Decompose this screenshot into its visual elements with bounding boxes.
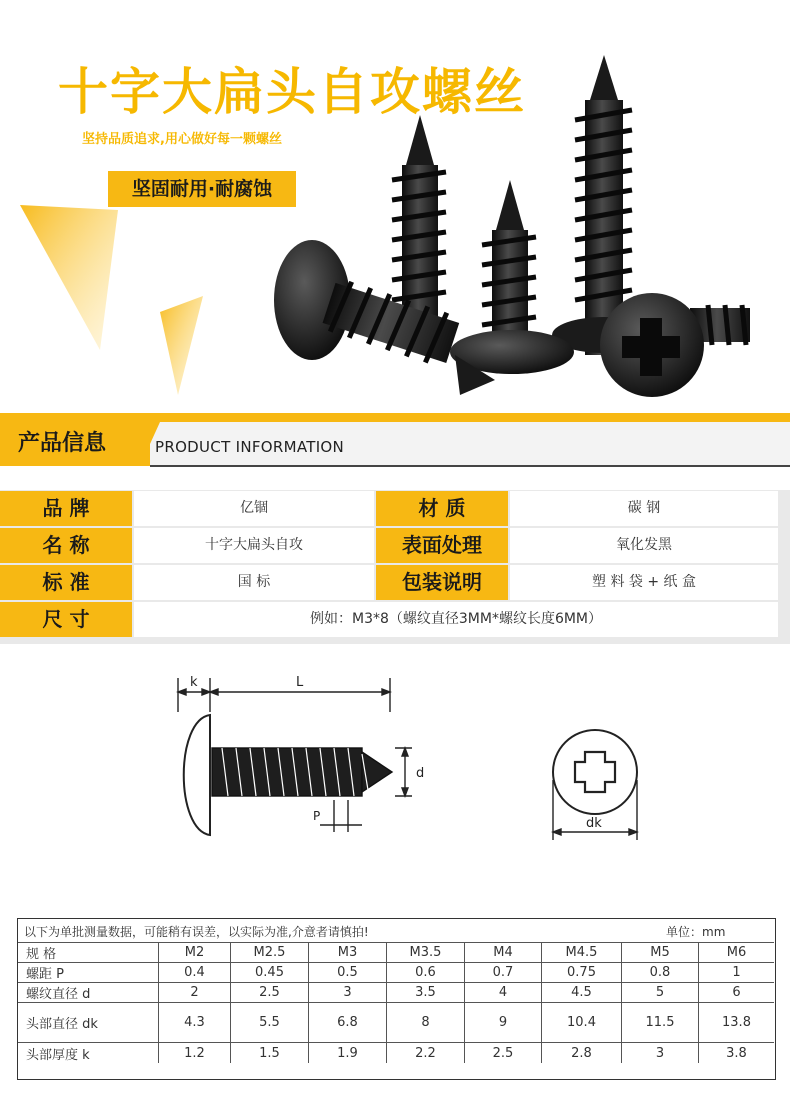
side-view-diagram: [178, 678, 412, 835]
decor-triangle-left: [20, 205, 118, 350]
spec-cell: 0.5: [308, 963, 386, 982]
spec-note-row: [18, 919, 774, 943]
dim-label-L: L: [296, 675, 304, 690]
spec-cell: 4.3: [158, 1003, 230, 1042]
spec-cell: 5: [621, 983, 698, 1002]
spec-cell: 5.5: [230, 1003, 308, 1042]
spec-row-head-diameter: [18, 1003, 774, 1043]
info-key-surface: 表面处理: [376, 528, 508, 563]
info-row-size: [0, 601, 790, 637]
spec-cell: M4.5: [541, 943, 621, 962]
spec-note: 以下为单批测量数据，可能稍有误差，以实际为准,介意者请慎拍!: [24, 925, 369, 939]
dim-label-dk: dk: [586, 816, 602, 831]
spec-cell: 9: [464, 1003, 541, 1042]
spec-cell: 6: [698, 983, 774, 1002]
spec-cell: M6: [698, 943, 774, 962]
decor-triangle-small: [160, 296, 203, 395]
spec-cell: 3.8: [698, 1043, 774, 1063]
spec-cell: 11.5: [621, 1003, 698, 1042]
screw-head-icon: [600, 293, 750, 397]
spec-cell: M3.5: [386, 943, 464, 962]
info-value-standard: 国 标: [134, 565, 374, 600]
spec-cell: 8: [386, 1003, 464, 1042]
spec-cell: 4.5: [541, 983, 621, 1002]
info-value-packing: 塑 料 袋 + 纸 盒: [510, 565, 778, 600]
spec-cell: 1.2: [158, 1043, 230, 1063]
info-key-brand: 品 牌: [0, 491, 132, 526]
spec-cell: M5: [621, 943, 698, 962]
spec-cell: 10.4: [541, 1003, 621, 1042]
spec-row-label: 头部厚度 k: [26, 1047, 90, 1063]
spec-cell: 2.2: [386, 1043, 464, 1063]
hero-badge: 坚固耐用·耐腐蚀: [108, 171, 296, 207]
spec-cell: 6.8: [308, 1003, 386, 1042]
spec-row-thread-diameter: [18, 983, 774, 1003]
spec-cell: 4: [464, 983, 541, 1002]
spec-cell: 0.8: [621, 963, 698, 982]
spec-cell: 13.8: [698, 1003, 774, 1042]
banner-accent-bar: [0, 413, 790, 422]
dim-label-d: d: [416, 766, 425, 781]
spec-unit: 单位：mm: [666, 925, 726, 939]
spec-cell: 1: [698, 963, 774, 982]
spec-cell: M2: [158, 943, 230, 962]
info-value-size: 例如：M3*8（螺纹直径3MM*螺纹长度6MM）: [134, 602, 778, 637]
screw-short-icon: [450, 180, 574, 374]
spec-row-head-thickness: [18, 1043, 774, 1063]
spec-cell: 3: [621, 1043, 698, 1063]
spec-cell: M4: [464, 943, 541, 962]
info-value-surface: 氧化发黑: [510, 528, 778, 563]
product-info-table: [0, 490, 790, 644]
info-key-name: 名 称: [0, 528, 132, 563]
screw-lying-icon: [274, 240, 495, 395]
spec-row-label: 螺距 P: [26, 967, 64, 982]
spec-cell: 1.5: [230, 1043, 308, 1063]
spec-cell: 0.75: [541, 963, 621, 982]
spec-cell: M3: [308, 943, 386, 962]
info-key-material: 材 质: [376, 491, 508, 526]
spec-cell: M2.5: [230, 943, 308, 962]
spec-cell: 2.5: [464, 1043, 541, 1063]
dimension-diagrams: [0, 660, 790, 905]
section-banner: [0, 410, 790, 460]
spec-cell: 2.8: [541, 1043, 621, 1063]
hero-title: 十字大扁头自攻螺丝: [58, 63, 526, 121]
spec-row-label: 头部直径 dk: [26, 1017, 98, 1032]
spec-cell: 0.45: [230, 963, 308, 982]
info-key-standard: 标 准: [0, 565, 132, 600]
banner-title-en: PRODUCT INFORMATION: [155, 438, 345, 456]
spec-header-row: [18, 943, 774, 963]
spec-cell: 2: [158, 983, 230, 1002]
spec-cell: 0.6: [386, 963, 464, 982]
banner-title-cn: 产品信息: [0, 422, 150, 466]
info-value-brand: 亿锢: [134, 491, 374, 526]
dim-label-P: P: [313, 809, 321, 823]
spec-cell: 0.7: [464, 963, 541, 982]
hero-section: [0, 0, 790, 410]
spec-table: [17, 918, 776, 1080]
hero-subtitle: 坚持品质追求,用心做好每一颗螺丝: [82, 132, 282, 147]
spec-row-pitch: [18, 963, 774, 983]
spec-cell: 0.4: [158, 963, 230, 982]
info-row-name: [0, 527, 790, 563]
spec-cell: 1.9: [308, 1043, 386, 1063]
info-value-name: 十字大扁头自攻: [134, 528, 374, 563]
info-row-brand: [0, 490, 790, 526]
spec-cell: 3.5: [386, 983, 464, 1002]
spec-cell: 3: [308, 983, 386, 1002]
info-key-packing: 包装说明: [376, 565, 508, 600]
dim-label-k: k: [190, 675, 198, 690]
info-row-standard: [0, 564, 790, 600]
info-value-material: 碳 钢: [510, 491, 778, 526]
info-key-size: 尺 寸: [0, 602, 132, 637]
spec-row-label: 螺纹直径 d: [26, 987, 91, 1002]
spec-row-label: 规 格: [26, 947, 57, 962]
banner-underline: [150, 465, 790, 467]
spec-cell: 2.5: [230, 983, 308, 1002]
